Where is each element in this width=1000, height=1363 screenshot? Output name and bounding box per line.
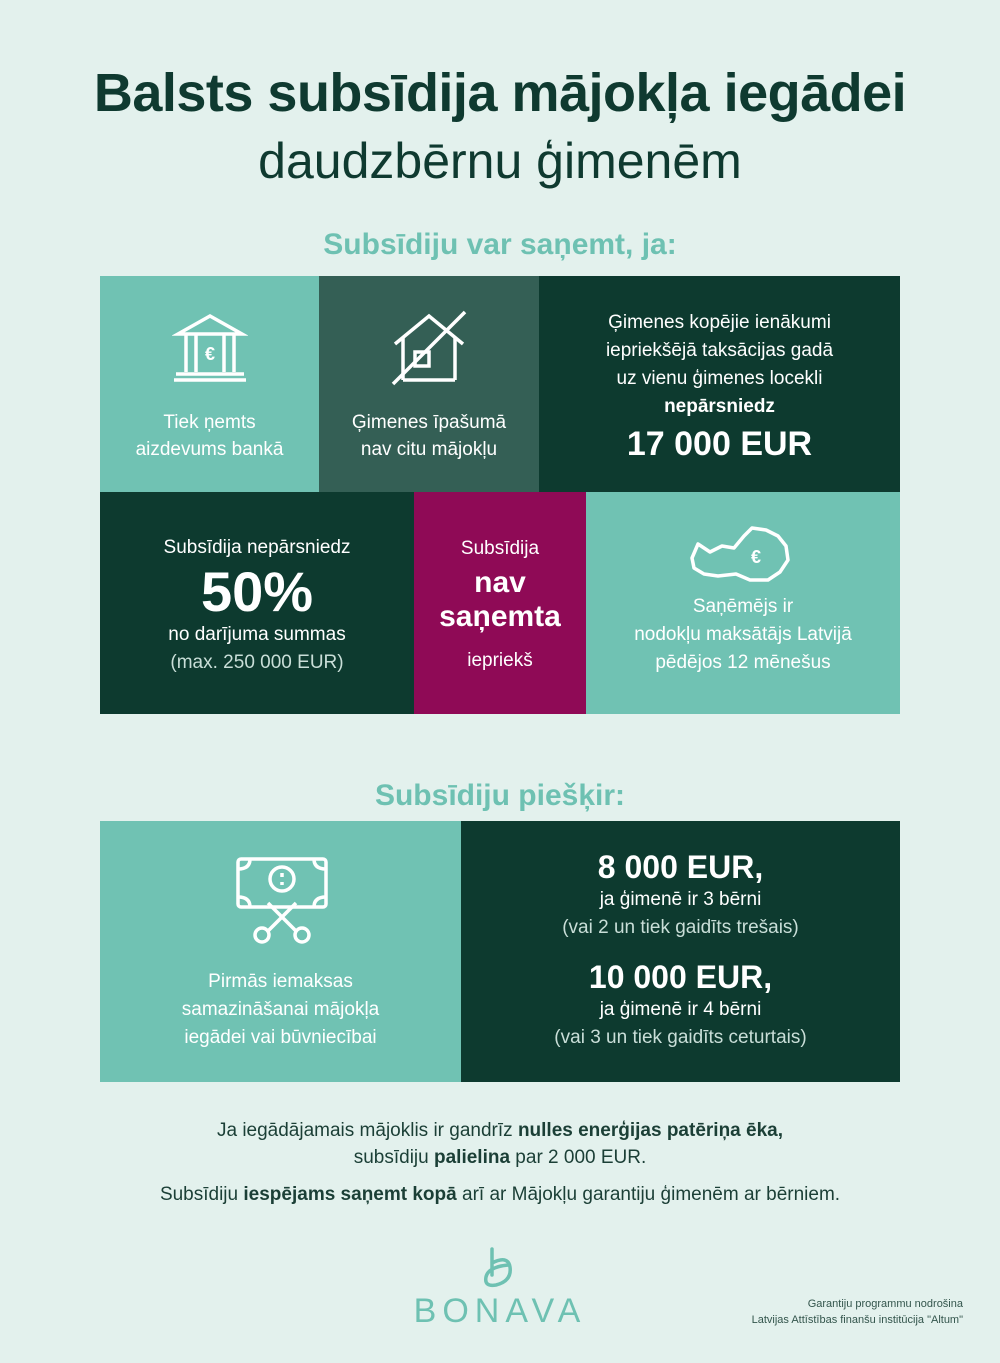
page-subtitle: daudzbērnu ģimenēm bbox=[258, 133, 742, 189]
footnote bbox=[752, 1296, 963, 1328]
taxpayer-line2: nodokļu maksātājs Latvijā bbox=[634, 624, 852, 645]
note-combine-bold: iespējams saņemt kopā bbox=[243, 1184, 457, 1205]
footnote-line2: Latvijas Attīstības finanšu institūcija "Altum" bbox=[751, 1314, 963, 1326]
taxpayer-line3: pēdējos 12 mēnešus bbox=[655, 652, 831, 673]
not-received-line3: saņemta bbox=[439, 600, 561, 633]
bank-euro-icon bbox=[172, 312, 248, 384]
bank-loan-line1: Tiek ņemts bbox=[163, 412, 256, 433]
income-line2: iepriekšējā taksācijas gadā bbox=[605, 340, 834, 361]
not-received-line2: nav bbox=[474, 566, 526, 599]
income-tile bbox=[539, 276, 900, 492]
fifty-line1: Subsīdija nepārsniedz bbox=[163, 537, 351, 558]
bank-loan-line2: aizdevums bankā bbox=[135, 439, 284, 460]
taxpayer-line1: Saņēmējs ir bbox=[692, 596, 794, 617]
note-combine-text2: arī ar Mājokļu garantiju ģimenēm ar bērniem. bbox=[456, 1184, 841, 1205]
grant-heading: Subsīdiju piešķir: bbox=[374, 779, 626, 812]
income-line4: nepārsniedz bbox=[664, 396, 775, 417]
fifty-value: 50% bbox=[200, 560, 314, 623]
amount-3-line1: ja ģimenē ir 3 bērni bbox=[599, 889, 762, 910]
note-increase-text2: par 2 000 EUR. bbox=[510, 1147, 647, 1168]
amount-4-line2: (vai 3 un tiek gaidīts ceturtais) bbox=[554, 1027, 807, 1048]
fifty-line2: no darījuma summas bbox=[168, 624, 346, 645]
note-combine bbox=[0, 1184, 1000, 1206]
amount-4-line1: ja ģimenē ir 4 bērni bbox=[599, 999, 762, 1020]
grant-amounts-tile bbox=[461, 821, 900, 1082]
amount-3-line2: (vai 2 un tiek gaidīts trešais) bbox=[562, 917, 799, 938]
not-received-line1: Subsīdija bbox=[460, 538, 540, 559]
page-title: Balsts subsīdija mājokļa iegādei bbox=[93, 63, 907, 123]
no-property-line1: Ģimenes īpašumā bbox=[351, 412, 507, 433]
footnote-line1: Garantiju programmu nodrošina bbox=[807, 1298, 963, 1310]
income-line3: uz vienu ģimenes locekli bbox=[616, 368, 823, 389]
fifty-line3: (max. 250 000 EUR) bbox=[170, 652, 344, 673]
note-increase-bold: palielina bbox=[434, 1147, 511, 1168]
conditions-heading: Subsīdiju var saņemt, ja: bbox=[323, 228, 677, 261]
no-property-line2: nav citu mājokļu bbox=[360, 439, 498, 460]
note-combine-text1: Subsīdiju bbox=[159, 1184, 244, 1205]
income-line1: Ģimenes kopējie ienākumi bbox=[608, 312, 831, 333]
down-payment-line2: samazināšanai mājokļa bbox=[181, 999, 380, 1020]
banknote-scissors-icon bbox=[234, 853, 330, 945]
note-energy-bold: nulles enerģijas patēriņa ēka, bbox=[517, 1120, 784, 1141]
brand-name: BONAVA bbox=[413, 1292, 587, 1330]
income-amount: 17 000 EUR bbox=[626, 425, 813, 463]
latvia-map-euro-icon bbox=[688, 524, 798, 588]
note-energy-text: Ja iegādājamais mājoklis ir gandrīz bbox=[216, 1120, 518, 1141]
down-payment-line1: Pirmās iemaksas bbox=[208, 971, 353, 992]
taxpayer-tile bbox=[586, 492, 900, 714]
note-increase-text1: subsīdiju bbox=[353, 1147, 434, 1168]
bonava-logo-icon bbox=[478, 1245, 522, 1291]
note-increase bbox=[0, 1147, 1000, 1169]
amount-3-children: 8 000 EUR, bbox=[597, 849, 764, 885]
bank-loan-tile bbox=[100, 276, 319, 492]
not-received-line4: iepriekš bbox=[467, 650, 533, 671]
note-energy bbox=[0, 1120, 1000, 1142]
down-payment-tile bbox=[100, 821, 461, 1082]
house-crossed-icon bbox=[387, 308, 471, 388]
no-property-tile bbox=[319, 276, 539, 492]
svg-text:€: € bbox=[204, 344, 216, 364]
not-received-tile bbox=[414, 492, 586, 714]
down-payment-line3: iegādei vai būvniecībai bbox=[184, 1027, 377, 1048]
fifty-percent-tile bbox=[100, 492, 414, 714]
amount-4-children: 10 000 EUR, bbox=[588, 959, 773, 995]
svg-text:€: € bbox=[750, 547, 762, 567]
